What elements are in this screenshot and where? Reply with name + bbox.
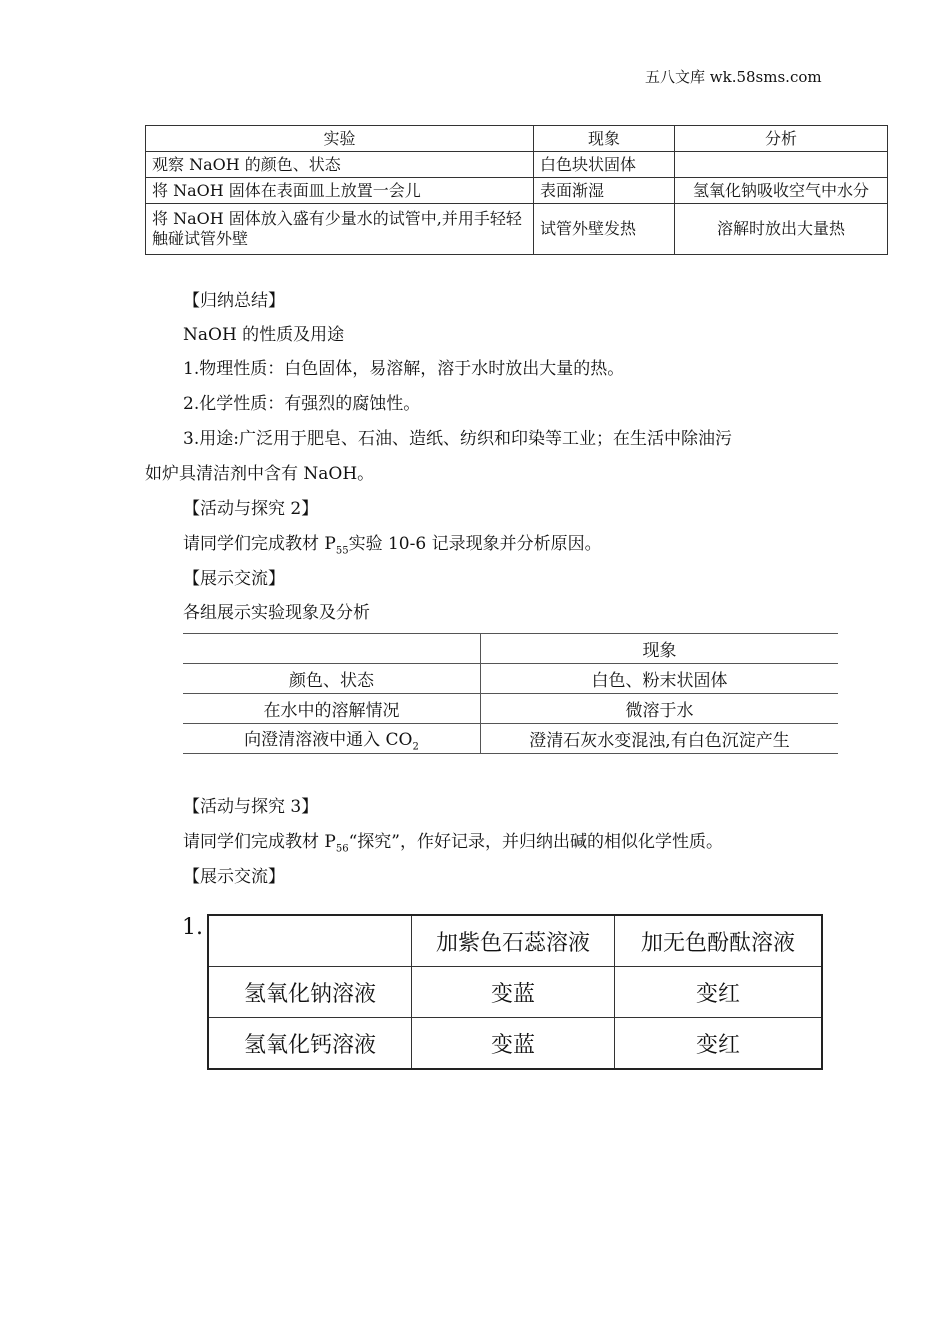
site-watermark: 五八文库 wk.58sms.com (645, 68, 822, 86)
table-cell: 白色、粉末状固体 (481, 664, 839, 694)
table-row (183, 724, 838, 754)
table-cell: 溶解时放出大量热 (675, 204, 888, 255)
experiment-table-caoh2 (183, 633, 838, 754)
table-cell: 微溶于水 (481, 694, 839, 724)
section-heading-display2: 【展示交流】 (183, 867, 285, 887)
table-cell: 表面渐湿 (534, 178, 675, 204)
section-heading-display1: 【展示交流】 (183, 569, 285, 589)
activity3-text-a: 请同学们完成教材 P (183, 832, 336, 852)
header-cell: 实验 (146, 126, 534, 152)
header-cell: 现象 (481, 634, 839, 664)
page-subscript: 55 (335, 545, 349, 557)
section-heading-summary: 【归纳总结】 (183, 291, 285, 311)
summary-subtitle: NaOH 的性质及用途 (183, 325, 345, 345)
table-cell: 在水中的溶解情况 (183, 694, 481, 724)
table-cell: 变红 (615, 1018, 823, 1070)
table-cell: 将 NaOH 固体在表面皿上放置一会儿 (146, 178, 534, 204)
header-cell (183, 634, 481, 664)
header-cell: 分析 (675, 126, 888, 152)
table-header-row (183, 634, 838, 664)
experiment-table-naoh (145, 125, 888, 255)
header-cell: 加紫色石蕊溶液 (412, 915, 615, 967)
table-row (146, 152, 888, 178)
section-heading-activity2: 【活动与探究 2】 (183, 499, 319, 519)
table-cell: 氢氧化钙溶液 (208, 1018, 412, 1070)
table-cell: 试管外壁发热 (534, 204, 675, 255)
indicator-table (207, 914, 823, 1070)
table-cell: 白色块状固体 (534, 152, 675, 178)
table-cell (675, 152, 888, 178)
activity2-text (183, 529, 602, 556)
table-cell: 变蓝 (412, 967, 615, 1018)
list-number: 1. (182, 915, 203, 940)
table-cell: 观察 NaOH 的颜色、状态 (146, 152, 534, 178)
table-cell: 变蓝 (412, 1018, 615, 1070)
table-row (146, 178, 888, 204)
table-header-row (146, 126, 888, 152)
activity3-text-b: “探究”，作好记录，并归纳出碱的相似化学性质。 (348, 832, 723, 852)
table-row (208, 967, 822, 1018)
co2-subscript: 2 (412, 741, 419, 753)
table-row (183, 664, 838, 694)
table-cell: 变红 (615, 967, 823, 1018)
summary-uses-line2: 如炉具清洁剂中含有 NaOH。 (145, 464, 375, 484)
summary-physical: 1.物理性质：白色固体，易溶解，溶于水时放出大量的热。 (183, 359, 625, 379)
display1-text: 各组展示实验现象及分析 (183, 603, 370, 623)
table-cell (183, 724, 481, 754)
header-cell (208, 915, 412, 967)
activity2-text-a: 请同学们完成教材 P (183, 534, 336, 554)
summary-uses-line1: 3.用途:广泛用于肥皂、石油、造纸、纺织和印染等工业；在生活中除油污 (183, 429, 732, 449)
table-row (208, 1018, 822, 1070)
header-cell: 现象 (534, 126, 675, 152)
section-heading-activity3: 【活动与探究 3】 (183, 797, 319, 817)
page-subscript: 56 (335, 843, 349, 855)
table-header-row (208, 915, 822, 967)
table-cell: 氢氧化钠溶液 (208, 967, 412, 1018)
table-row (146, 204, 888, 255)
table-cell: 颜色、状态 (183, 664, 481, 694)
table-row (183, 694, 838, 724)
activity2-text-b: 实验 10-6 记录现象并分析原因。 (348, 534, 602, 554)
header-cell: 加无色酚酞溶液 (615, 915, 823, 967)
activity3-text (183, 827, 723, 854)
table-cell: 澄清石灰水变混浊,有白色沉淀产生 (481, 724, 839, 754)
table-cell: 将 NaOH 固体放入盛有少量水的试管中,并用手轻轻触碰试管外壁 (146, 204, 534, 255)
table-cell-text: 向澄清溶液中通入 CO (244, 729, 413, 750)
table-cell: 氢氧化钠吸收空气中水分 (675, 178, 888, 204)
summary-chemical: 2.化学性质：有强烈的腐蚀性。 (183, 394, 421, 414)
